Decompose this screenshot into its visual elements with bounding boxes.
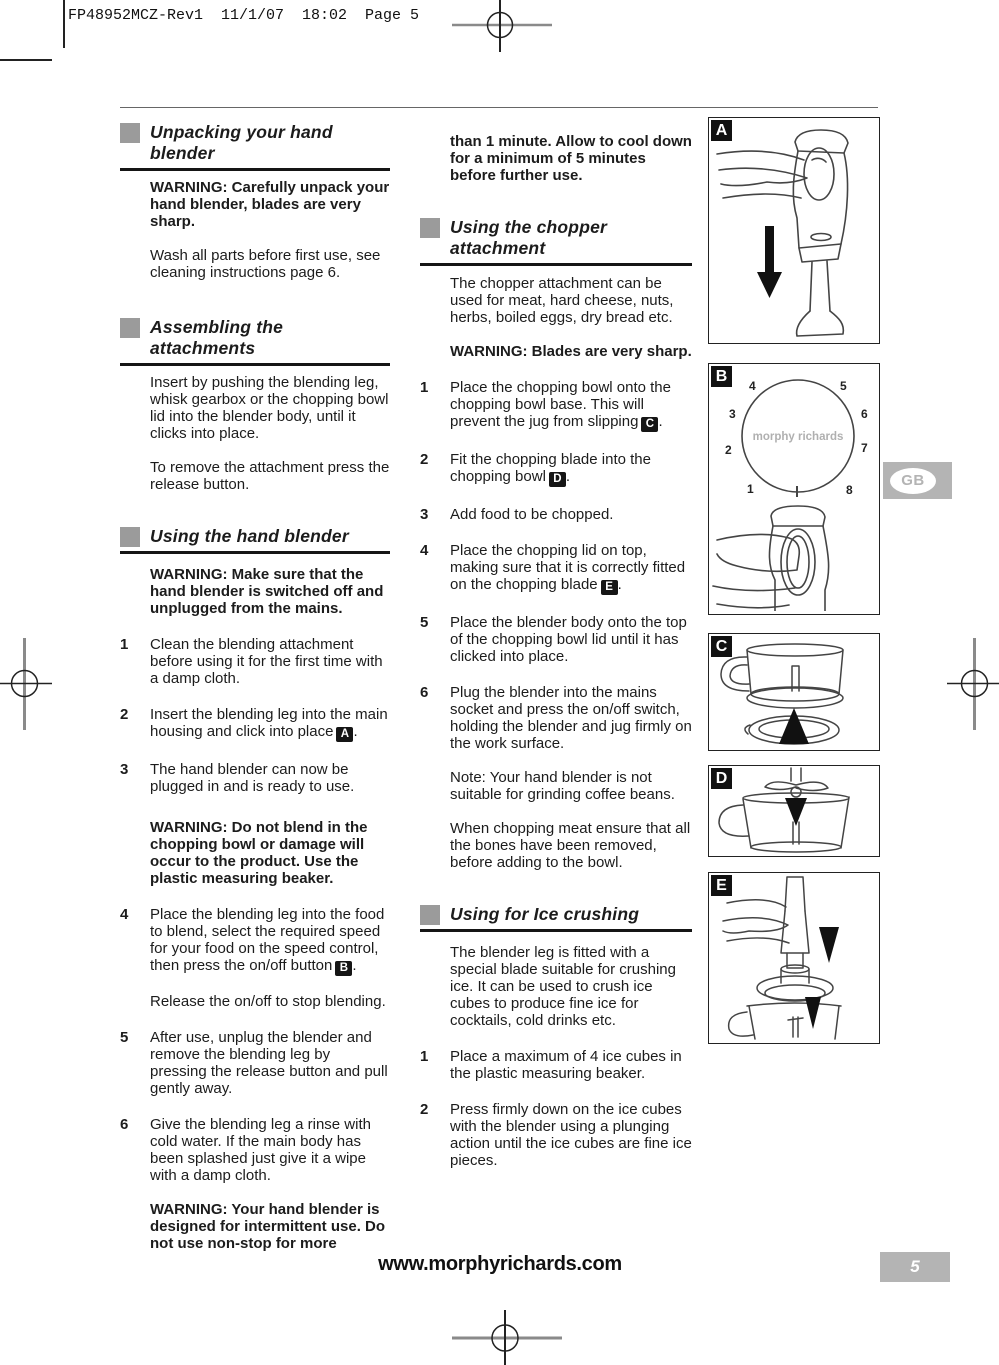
section-rule bbox=[120, 363, 390, 366]
warning-switched-off: WARNING: Make sure that the hand blender is switched off and unplugged from the mains. bbox=[150, 566, 384, 617]
note-chopping-meat: When chopping meat ensure that all the bones have been removed, before adding to the bowl. bbox=[450, 820, 691, 871]
list-number: 4 bbox=[120, 906, 129, 923]
list-number: 4 bbox=[420, 542, 429, 559]
figure-a-label: A bbox=[711, 120, 732, 141]
section-bullet-icon bbox=[420, 218, 440, 238]
registration-mark-right bbox=[947, 638, 999, 730]
jug-handle bbox=[729, 1012, 753, 1036]
list-item bbox=[420, 506, 692, 523]
section-chopper bbox=[420, 217, 692, 259]
figure-ref-badge-d: D bbox=[549, 472, 566, 487]
figure-e-illustration bbox=[709, 873, 876, 1040]
dial-number: 8 bbox=[846, 483, 853, 497]
dial-number: 5 bbox=[840, 379, 847, 393]
section-unpacking bbox=[120, 122, 390, 164]
down-arrow-icon bbox=[819, 927, 839, 963]
list-text: Clean the blending attachment before using it for the first time with a damp cloth. bbox=[150, 636, 383, 687]
list-number: 1 bbox=[420, 379, 429, 396]
warning-continuation: than 1 minute. Allow to cool down for a minimum of 5 minutes before further use. bbox=[450, 133, 692, 184]
list-text: Press firmly down on the ice cubes with the blender using a plunging action until the ice cubes are fine ice pieces. bbox=[450, 1101, 692, 1169]
list-text bbox=[450, 451, 692, 487]
list-text-body: Place the blending leg into the food to blend, select the required speed for your food on the speed control, then press the on/off button bbox=[150, 906, 385, 974]
dial-number: 4 bbox=[749, 379, 756, 393]
list-item bbox=[420, 1101, 692, 1169]
figure-c-label: C bbox=[711, 636, 732, 657]
section-title-assembling: Assembling the attachments bbox=[150, 317, 284, 358]
figure-e bbox=[708, 872, 880, 1044]
figure-ref-badge-e: E bbox=[601, 580, 618, 595]
list-text-after: . bbox=[565, 468, 571, 485]
list-item bbox=[120, 1029, 390, 1097]
list-text: The hand blender can now be plugged in and is ready to use. bbox=[150, 761, 355, 795]
section-bullet-icon bbox=[420, 905, 440, 925]
section-title-unpacking: Unpacking your hand blender bbox=[150, 122, 333, 163]
list-text-body: Place the chopping lid on top, making sure that it is correctly fitted on the chopping blade bbox=[450, 542, 686, 593]
left-column bbox=[120, 122, 390, 1252]
list-text: Place a maximum of 4 ice cubes in the plastic measuring beaker. bbox=[450, 1048, 682, 1082]
section-rule bbox=[120, 168, 390, 171]
list-item bbox=[420, 684, 692, 752]
figure-ref-badge-b: B bbox=[335, 961, 352, 976]
print-header-slug: FP48952MCZ-Rev1 11/1/07 18:02 Page 5 bbox=[68, 7, 420, 24]
registration-mark-bottom bbox=[452, 1310, 562, 1365]
middle-column bbox=[420, 133, 692, 1169]
section-bullet-icon bbox=[120, 123, 140, 143]
paragraph-insert-attachment: Insert by pushing the blending leg, whisk gearbox or the chopping bowl lid into the blender body, until it clicks into place. bbox=[150, 374, 389, 442]
figure-c bbox=[708, 633, 880, 751]
down-arrow-icon bbox=[805, 997, 821, 1029]
list-text-body: Place the chopping bowl onto the chopping bowl base. This will prevent the jug from slipping bbox=[450, 379, 671, 430]
dial-number: 7 bbox=[861, 441, 868, 455]
list-item bbox=[120, 706, 390, 742]
section-bullet-icon bbox=[120, 527, 140, 547]
section-rule bbox=[120, 551, 390, 554]
list-text bbox=[150, 706, 390, 742]
dial-number: 2 bbox=[725, 443, 732, 457]
dial-number: 1 bbox=[747, 482, 754, 496]
brand-text: morphy richards bbox=[752, 431, 844, 443]
section-using-hand-blender bbox=[120, 526, 390, 547]
figure-ref-badge-a: A bbox=[336, 727, 353, 742]
section-rule bbox=[420, 263, 692, 266]
section-title-ice-crushing: Using for Ice crushing bbox=[450, 904, 640, 924]
figure-c-illustration bbox=[709, 634, 876, 747]
list-text: Give the blending leg a rinse with cold water. If the main body has been splashed just give it a wipe with a damp cloth. bbox=[150, 1116, 371, 1184]
list-number: 3 bbox=[120, 761, 129, 778]
section-rule bbox=[420, 929, 692, 932]
crop-mark-horizontal bbox=[0, 59, 52, 61]
list-text-after: . bbox=[658, 413, 663, 430]
figure-d-illustration bbox=[709, 766, 876, 853]
section-title-using-hand-blender: Using the hand blender bbox=[150, 526, 349, 546]
blade-shaft bbox=[791, 768, 801, 781]
list-text-body: Insert the blending leg into the main housing and click into place bbox=[150, 706, 388, 740]
list-number: 2 bbox=[420, 451, 429, 468]
chopping-blade bbox=[765, 782, 828, 791]
hand-outline bbox=[723, 900, 789, 943]
registration-mark-left bbox=[0, 638, 52, 730]
list-number: 2 bbox=[120, 706, 129, 723]
crop-mark-vertical bbox=[63, 0, 65, 48]
dial-number: 3 bbox=[729, 407, 736, 421]
up-arrow-icon bbox=[779, 708, 809, 744]
list-number: 1 bbox=[120, 636, 129, 653]
list-item bbox=[120, 1116, 390, 1184]
list-text-after: . bbox=[353, 723, 358, 740]
figure-b-illustration bbox=[709, 364, 876, 611]
list-number: 1 bbox=[420, 1048, 429, 1065]
list-text-after: . bbox=[352, 957, 357, 974]
gb-language-tab bbox=[883, 462, 952, 499]
warning-unpack: WARNING: Carefully unpack your hand blender, blades are very sharp. bbox=[150, 179, 390, 230]
down-arrow-icon bbox=[757, 226, 782, 298]
list-number: 6 bbox=[120, 1116, 129, 1133]
list-number: 2 bbox=[420, 1101, 429, 1118]
list-text bbox=[450, 542, 692, 595]
list-item bbox=[420, 614, 692, 665]
paragraph-wash-parts: Wash all parts before first use, see cleaning instructions page 6. bbox=[150, 247, 381, 281]
warning-intermittent-use: WARNING: Your hand blender is designed for intermittent use. Do not use non-stop for more bbox=[150, 1201, 386, 1252]
list-number: 5 bbox=[120, 1029, 129, 1046]
figure-b-label: B bbox=[711, 366, 732, 387]
dial-number: 6 bbox=[861, 407, 868, 421]
note-coffee-beans: Note: Your hand blender is not suitable for grinding coffee beans. bbox=[450, 769, 675, 803]
list-text: Place the blender body onto the top of the chopping bowl lid until it has clicked into place. bbox=[450, 614, 687, 665]
paragraph-ice-intro: The blender leg is fitted with a special blade suitable for crushing ice. It can be used to crush ice cubes to produce fine ice for cocktails, cold drinks etc. bbox=[450, 944, 676, 1029]
jug-handle bbox=[721, 657, 749, 691]
list-text: After use, unplug the blender and remove the blending leg by pressing the release button and pull gently away. bbox=[150, 1029, 388, 1097]
page-number-badge: 5 bbox=[880, 1252, 950, 1282]
figure-d-label: D bbox=[711, 768, 732, 789]
list-item bbox=[120, 761, 390, 795]
list-item bbox=[420, 542, 692, 595]
list-text: Plug the blender into the mains socket and press the on/off switch, holding the blender and jug firmly on the work surface. bbox=[450, 684, 692, 752]
section-assembling bbox=[120, 317, 390, 359]
list-text-after: . bbox=[617, 576, 622, 593]
figure-b bbox=[708, 363, 880, 615]
list-text: Add food to be chopped. bbox=[450, 506, 614, 523]
section-bullet-icon bbox=[120, 318, 140, 338]
list-item bbox=[420, 451, 692, 487]
list-number: 6 bbox=[420, 684, 429, 701]
list-text bbox=[150, 906, 390, 976]
list-item bbox=[420, 1048, 692, 1082]
footer-website-url: www.morphyrichards.com bbox=[378, 1253, 622, 1275]
list-item bbox=[120, 906, 390, 976]
list-text bbox=[450, 379, 692, 432]
down-arrow-icon bbox=[785, 798, 807, 826]
figure-ref-badge-c: C bbox=[641, 417, 658, 432]
section-ice-crushing bbox=[420, 904, 692, 925]
paragraph-remove-attachment: To remove the attachment press the release button. bbox=[150, 459, 390, 493]
hand-outline bbox=[717, 151, 804, 160]
paragraph-chopper-uses: The chopper attachment can be used for meat, hard cheese, nuts, herbs, boiled eggs, dry bread etc. bbox=[450, 275, 674, 326]
registration-mark-top bbox=[450, 0, 554, 52]
list-number: 3 bbox=[420, 506, 429, 523]
list-text-body: Fit the chopping blade into the chopping bowl bbox=[450, 451, 651, 485]
list-number: 5 bbox=[420, 614, 429, 631]
section-title-chopper: Using the chopper attachment bbox=[450, 217, 608, 258]
figure-a-illustration bbox=[709, 118, 876, 340]
figure-a bbox=[708, 117, 880, 344]
figure-d bbox=[708, 765, 880, 857]
list-item bbox=[420, 379, 692, 432]
gb-label: GB bbox=[890, 468, 936, 494]
warning-blades-sharp: WARNING: Blades are very sharp. bbox=[450, 343, 692, 360]
content-top-rule bbox=[120, 107, 878, 108]
blender-shaft bbox=[785, 877, 805, 911]
paragraph-release-onoff: Release the on/off to stop blending. bbox=[150, 993, 386, 1010]
list-item bbox=[120, 636, 390, 687]
warning-do-not-blend: WARNING: Do not blend in the chopping bowl or damage will occur to the product. Use the plastic measuring beaker. bbox=[150, 819, 368, 887]
figure-e-label: E bbox=[711, 875, 732, 896]
